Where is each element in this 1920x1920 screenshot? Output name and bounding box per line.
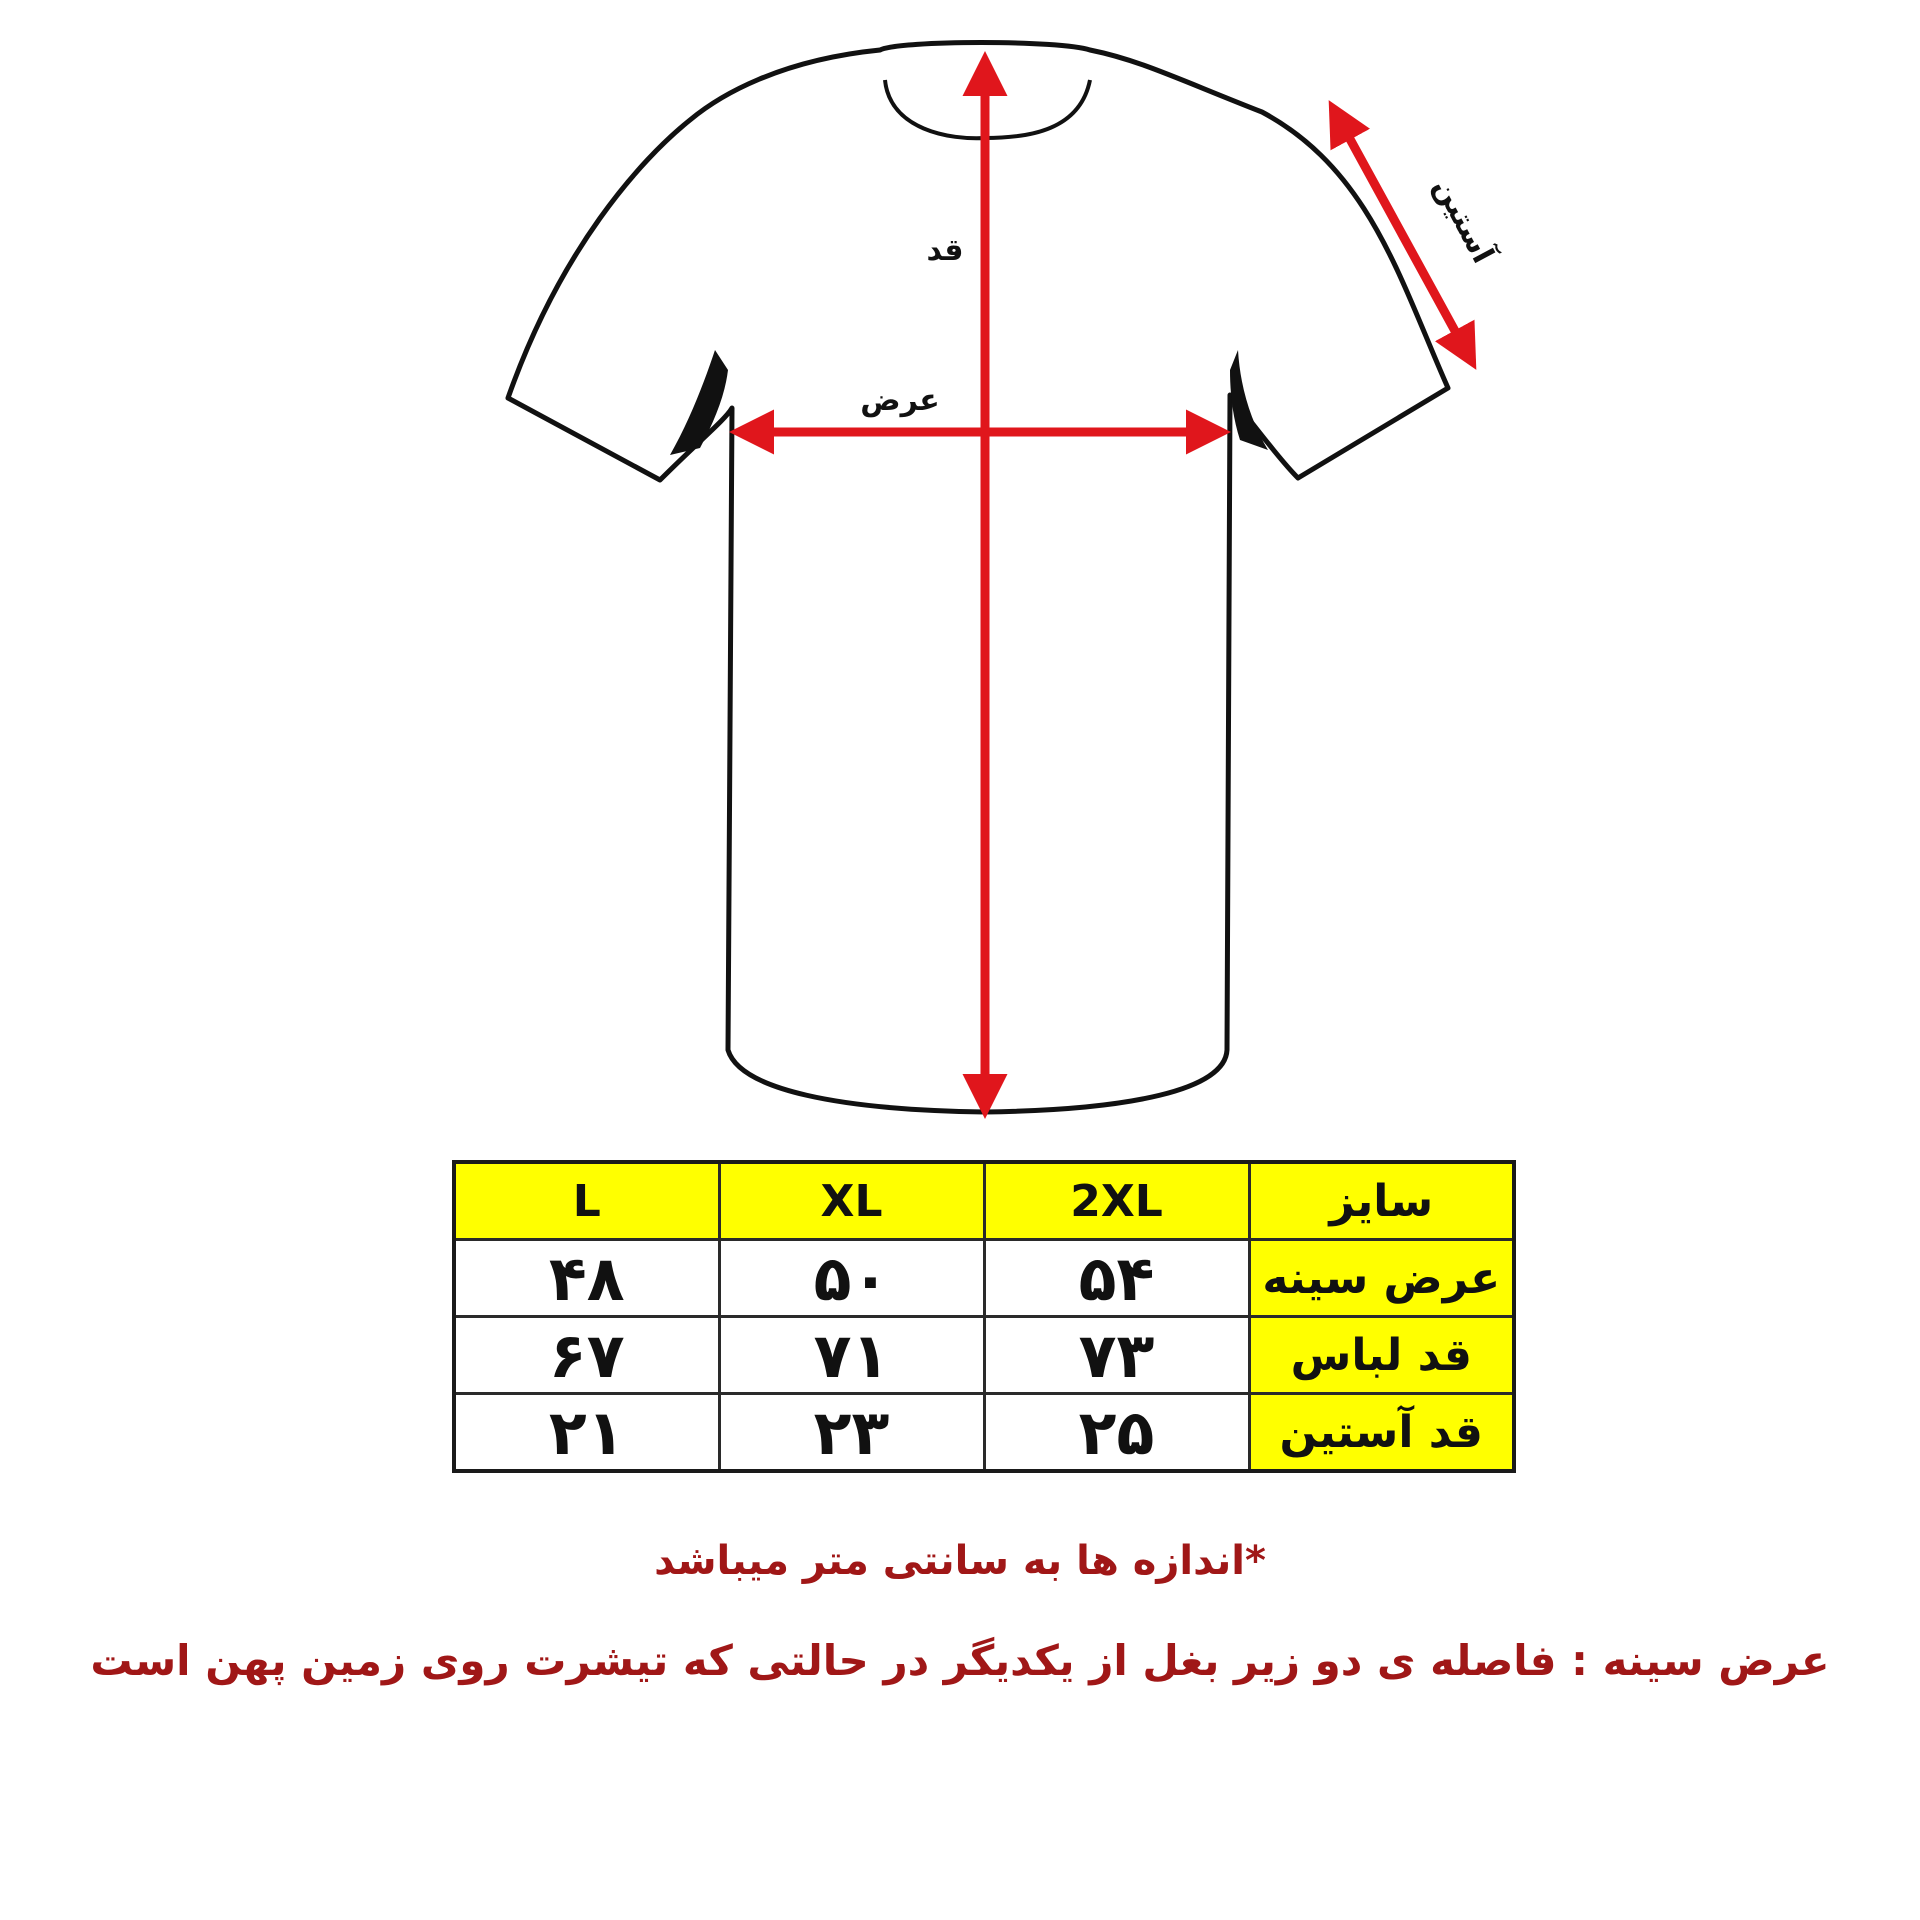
value-cell: ۴۸ [454, 1240, 719, 1317]
table-row [454, 1394, 1514, 1472]
length-label: قد [926, 233, 964, 268]
row-label: قد آستین [1249, 1394, 1514, 1472]
size-header-cell: L [454, 1162, 719, 1240]
size-header-label: سایز [1249, 1162, 1514, 1240]
table-row [454, 1317, 1514, 1394]
sleeve-label: آستین [1426, 172, 1501, 270]
value-cell: ۷۳ [984, 1317, 1249, 1394]
table-header-row [454, 1162, 1514, 1240]
value-cell: ۲۱ [454, 1394, 719, 1472]
size-header-cell: XL [719, 1162, 984, 1240]
value-cell: ۲۵ [984, 1394, 1249, 1472]
value-cell: ۵۴ [984, 1240, 1249, 1317]
size-chart-table [452, 1160, 1516, 1473]
tshirt-outline [508, 43, 1448, 1113]
value-cell: ۷۱ [719, 1317, 984, 1394]
chest-width-note: عرض سینه : فاصله ی دو زیر بغل از یکدیگر در حالتی که تیشرت روی زمین پهن است [90, 1636, 1830, 1685]
value-cell: ۵۰ [719, 1240, 984, 1317]
table-row [454, 1240, 1514, 1317]
size-header-cell: 2XL [984, 1162, 1249, 1240]
value-cell: ۶۷ [454, 1317, 719, 1394]
width-label: عرض [860, 383, 940, 418]
row-label: عرض سینه [1249, 1240, 1514, 1317]
units-note: *اندازه ها به سانتی متر میباشد [654, 1538, 1266, 1584]
value-cell: ۲۳ [719, 1394, 984, 1472]
row-label: قد لباس [1249, 1317, 1514, 1394]
